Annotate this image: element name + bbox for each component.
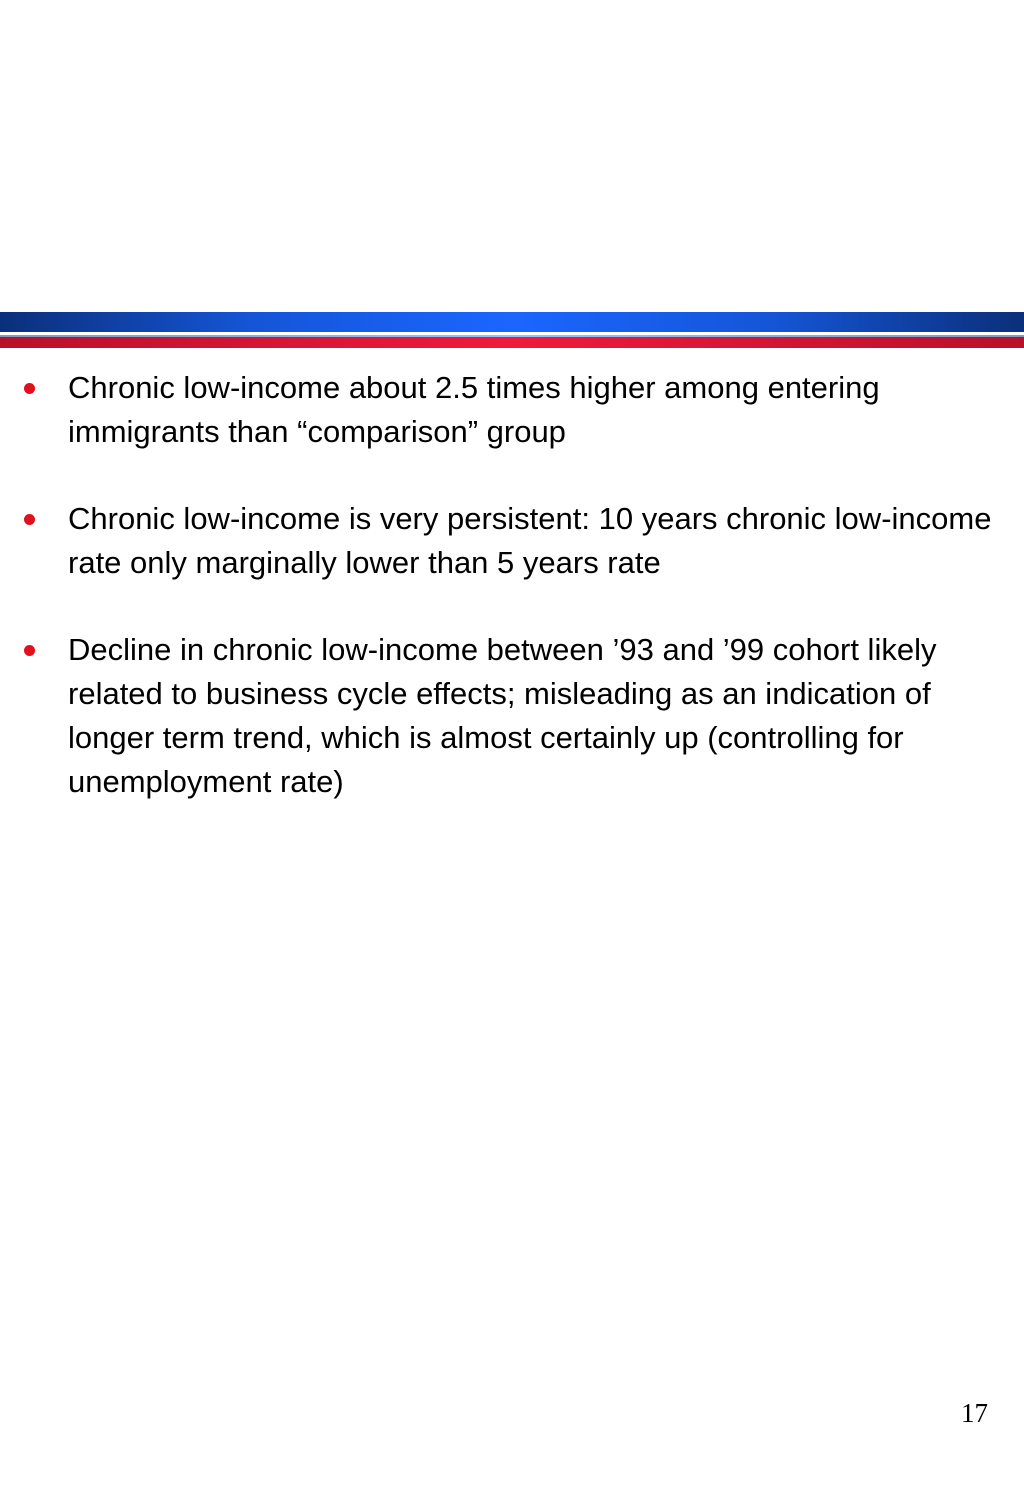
bullet-dot-icon <box>24 383 35 394</box>
bullet-item <box>0 628 1024 804</box>
header-red-bar <box>0 337 1024 348</box>
bullet-item <box>0 497 1024 585</box>
bullet-text: Decline in chronic low-income between ’93 and ’99 cohort likely related to business cycle effects; misleading as an indication of longer term trend, which is almost certainly up (controlling for unemployment rate) <box>68 632 937 799</box>
bullet-dot-icon <box>24 514 35 525</box>
bullet-text: Chronic low-income about 2.5 times higher among entering immigrants than “comparison” group <box>68 370 880 449</box>
bullet-list <box>0 366 1024 847</box>
bullet-dot-icon <box>24 645 35 656</box>
header-divider-band <box>0 312 1024 348</box>
bullet-item <box>0 366 1024 454</box>
bullet-text: Chronic low-income is very persistent: 10 years chronic low-income rate only marginally lower than 5 years rate <box>68 501 992 580</box>
page-number: 17 <box>961 1398 988 1428</box>
header-blue-bar <box>0 312 1024 332</box>
